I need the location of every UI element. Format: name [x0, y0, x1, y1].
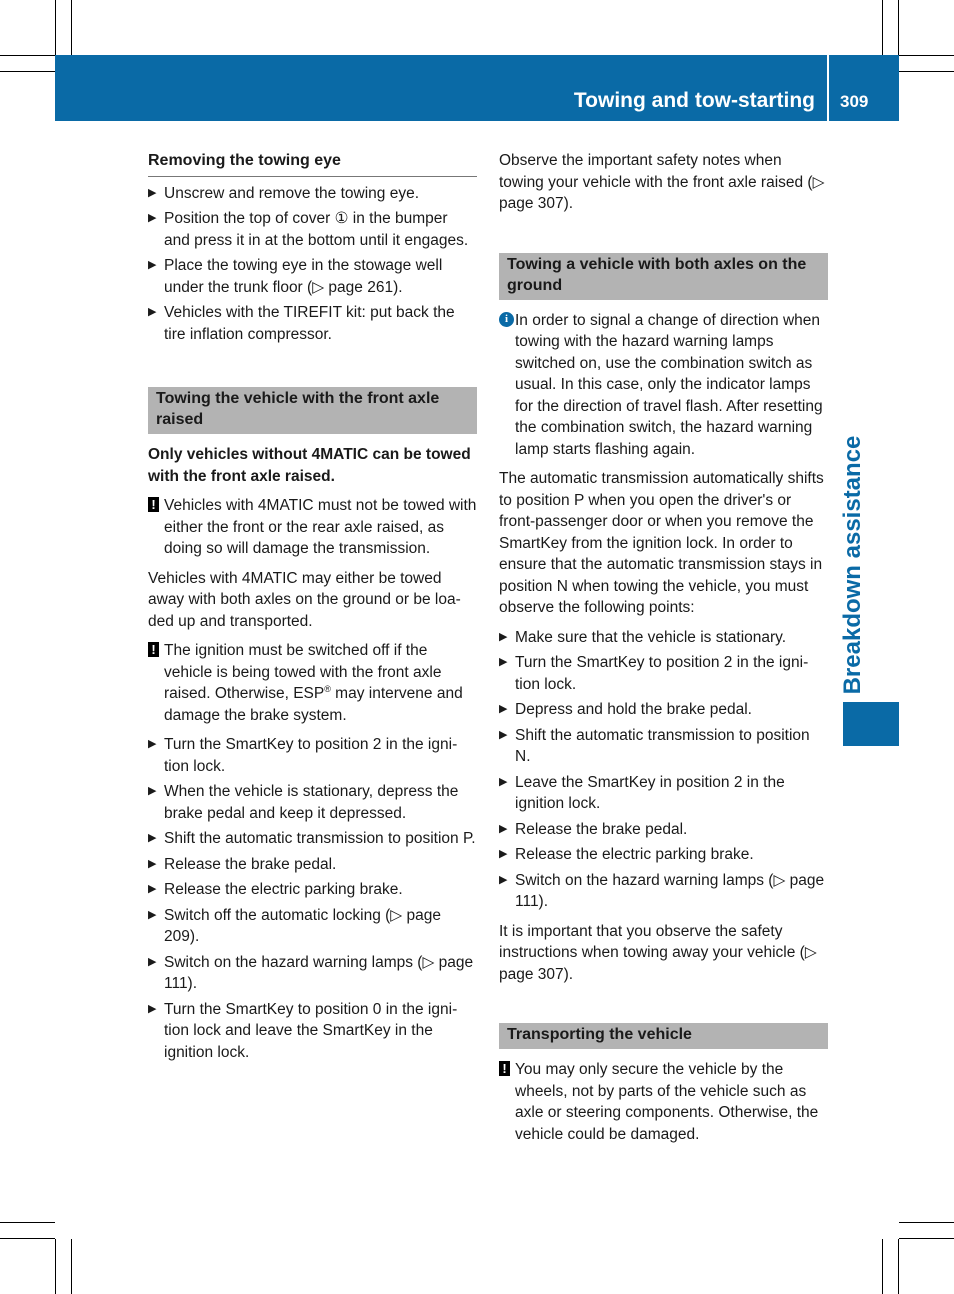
crop-mark [55, 0, 56, 55]
steps-front-axle-raised [148, 734, 477, 1063]
list-item: ▶ Release the brake pedal. [148, 854, 477, 876]
list-item: ▶ Make sure that the vehicle is stationary. [499, 627, 828, 649]
section-heading: Transporting the vehicle [499, 1023, 828, 1049]
list-item: ▶ Vehicles with the TIREFIT kit: put back the tire inflation compressor. [148, 304, 455, 343]
left-column [148, 150, 477, 1071]
list-item: ▶ Switch on the hazard warning lamps (▷ page 111). [148, 953, 474, 992]
list-item: ▶ Release the electric parking brake. [148, 879, 477, 901]
steps-removing-towing-eye [148, 183, 477, 346]
page-number: 309 [840, 92, 869, 111]
steps-both-axles [499, 627, 828, 913]
bullet-arrow-icon: ▶ [148, 306, 157, 318]
warning-icon: ! [148, 642, 159, 657]
bullet-arrow-icon: ▶ [148, 1002, 157, 1015]
crop-mark [899, 55, 954, 56]
bullet-arrow-icon: ▶ [499, 822, 508, 835]
right-column [499, 150, 828, 1153]
paragraph: The automatic transmission automatically shifts to position P when you open the driver's or front-passenger door or when you remove the SmartKey from the ignition lock. In order to ensure that the automatic transmission stays in position N when towing the vehicle, you must observe the following points: [499, 470, 824, 616]
page-title: Towing and tow-starting [573, 89, 815, 112]
warning-note: ! You may only secure the vehicle by the wheels, not by parts of the vehicle such as axle or steering components. Otherwise, the vehicle could be damaged. [499, 1059, 828, 1145]
bullet-arrow-icon: ▶ [148, 908, 157, 921]
list-item: ▶ Leave the SmartKey in position 2 in the ignition lock. [499, 773, 785, 812]
crop-mark [0, 1238, 55, 1239]
list-item: ▶ Shift the automatic transmission to position P. [148, 828, 477, 850]
bullet-arrow-icon: ▶ [148, 186, 157, 199]
bullet-arrow-icon: ▶ [499, 656, 508, 668]
section-heading: Towing a vehicle with both axles on the ground [499, 253, 828, 300]
subsection-heading: Removing the towing eye [148, 150, 477, 177]
bullet-arrow-icon: ▶ [148, 212, 157, 224]
chapter-tab-marker [843, 702, 899, 746]
bullet-arrow-icon: ▶ [148, 738, 157, 750]
header-bar [55, 55, 899, 121]
crop-mark [882, 1239, 883, 1294]
crop-mark [898, 1239, 899, 1294]
list-item: ▶ Shift the automatic transmission to position N. [499, 726, 810, 765]
crop-mark [899, 1238, 954, 1239]
bullet-arrow-icon: ▶ [148, 955, 157, 968]
crop-mark [0, 55, 55, 56]
paragraph: Observe the important safety notes when towing your vehicle with the front axle raised (▷ page 307). [499, 152, 825, 212]
crop-mark [55, 1239, 56, 1294]
list-item: ▶ Turn the SmartKey to position 2 in the ignition lock. [148, 736, 458, 775]
warning-icon: ! [148, 497, 159, 512]
list-item: ▶ Switch on the hazard warning lamps (▷ page 111). [499, 871, 825, 910]
section-heading: Towing the vehicle with the front axle raised [148, 387, 477, 434]
bullet-arrow-icon: ▶ [499, 873, 508, 886]
registered-mark: ® [324, 683, 331, 694]
list-item: ▶ Depress and hold the brake pedal. [499, 699, 828, 721]
crop-mark [71, 1239, 72, 1294]
crop-mark [882, 0, 883, 55]
bullet-arrow-icon: ▶ [499, 630, 508, 643]
bullet-arrow-icon: ▶ [148, 857, 157, 870]
list-item: ▶ Turn the SmartKey to position 0 in the ignition lock and leave the SmartKey in the ignition lock. [148, 1000, 458, 1061]
list-item: ▶ Release the electric parking brake. [499, 844, 828, 866]
bullet-arrow-icon: ▶ [148, 832, 157, 844]
crop-mark [71, 0, 72, 55]
bullet-arrow-icon: ▶ [148, 259, 157, 271]
bullet-arrow-icon: ▶ [499, 775, 508, 788]
list-item: ▶ Unscrew and remove the towing eye. [148, 183, 477, 205]
bold-paragraph: Only vehicles without 4MATIC can be towed with the front axle raised. [148, 446, 471, 485]
warning-icon: ! [499, 1061, 510, 1076]
warning-note: ! Vehicles with 4MATIC must not be towed with either the front or the rear axle raised, as doing so will damage the transmission. [148, 495, 477, 560]
list-item: ▶ When the vehicle is stationary, depress the brake pedal and keep it depressed. [148, 783, 459, 822]
list-item: ▶ Place the towing eye in the stowage well under the trunk floor (▷ page 261). [148, 257, 443, 296]
bullet-arrow-icon: ▶ [148, 883, 157, 895]
info-icon: i [499, 312, 514, 327]
bullet-arrow-icon: ▶ [499, 728, 508, 741]
crop-mark [898, 0, 899, 55]
paragraph: It is important that you observe the safety instructions when towing away your vehicle (▷ page 307). [499, 922, 817, 983]
chapter-tab-label: Breakdown assistance [839, 435, 866, 695]
crop-mark [899, 71, 954, 72]
crop-mark [0, 1222, 55, 1223]
crop-mark [899, 1222, 954, 1223]
info-note: i In order to signal a change of direction when towing with the hazard warning lamps switched on, use the combination switch as usual. In this case, only the indicator lamps for the direction of travel flash. After resetting the combination switch, the hazard warning lamp starts flashing again. [499, 310, 828, 461]
list-item: ▶ Turn the SmartKey to position 2 in the ignition lock. [499, 654, 809, 693]
crop-mark [0, 71, 55, 72]
header-divider [827, 55, 829, 121]
bullet-arrow-icon: ▶ [499, 703, 508, 715]
bullet-arrow-icon: ▶ [499, 848, 508, 860]
bullet-arrow-icon: ▶ [148, 785, 157, 797]
list-item: ▶ Release the brake pedal. [499, 819, 828, 841]
warning-note: ! The ignition must be switched off if the vehicle is being towed with the front axle raised. Otherwise, ESP® may intervene and damage the brake system. [148, 640, 477, 726]
paragraph: Vehicles with 4MATIC may either be towed away with both axles on the ground or be loaded up and transported. [148, 569, 461, 630]
list-item: ▶ Switch off the automatic locking (▷ page 209). [148, 906, 442, 945]
list-item: ▶ Position the top of cover ① in the bumper and press it in at the bottom until it engages. [148, 210, 469, 249]
